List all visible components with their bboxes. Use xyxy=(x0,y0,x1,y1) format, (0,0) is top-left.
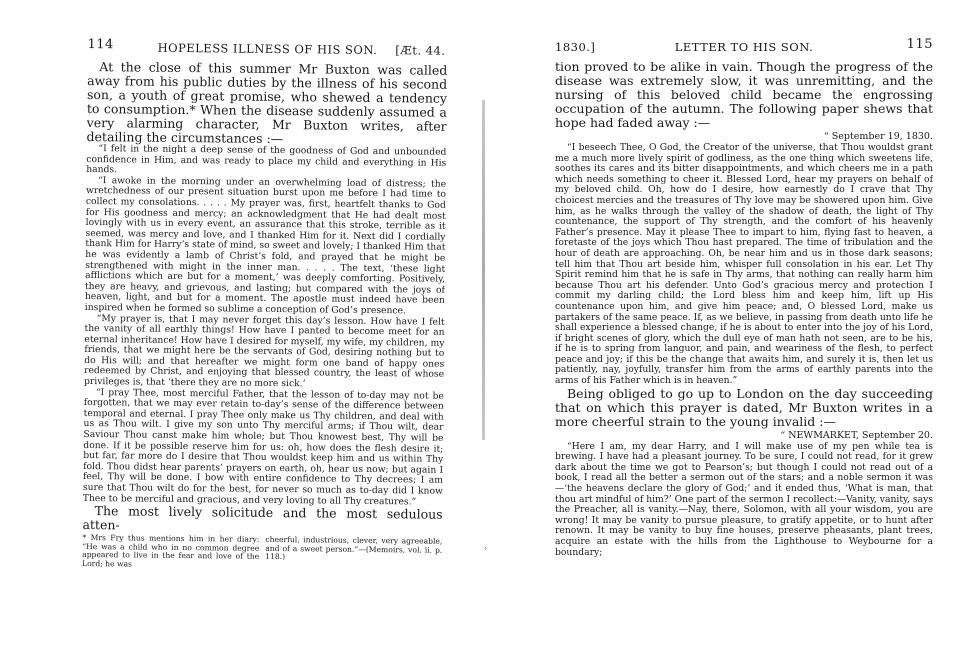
right-year-marker: 1830.] xyxy=(555,40,596,54)
right-prayer-paragraph: “I beseech Thee, O God, the Creator of the universe, that Thou wouldst grant me a much more lively spirit of godliness, as the one thing which sweetens life, soothes its cares and its bitter disappointments, and which cheers me in a path which needs something to cheer it. Blessed Lord, hear my prayers on behalf of my beloved child. Oh, how do I desire, how earnestly do I crave that Thy choicest mercies and the treasures of Thy love may be showered upon him. Give him, as he walks through the valley of the shadow of death, the light of Thy countenance, the support of Thy strength, and the comfort of his heavenly Father’s presence. May it please Thee to impart to him, flying fast to heaven, a foretaste of the joys which Thou hast prepared. The time of tribulation and the hour of death are approaching. Oh, be near him and us in those dark seasons; tell him that Thou art beside him, whisper full consolation in his ear. Let Thy Spirit remind him that he is safe in Thy arms, that nothing can really harm him because Thou art his defender. Unto God’s gracious mercy and protection I commit my darling child; the Lord bless him and keep him, lift up His countenance upon him, and give him peace; and, O blessed Lord, make us partakers of the same peace. If, as we believe, in passing from death unto life he shall experience a blessed change, if he is about to enter into the joy of his Lord, if bright scenes of glory, which the dull eye of man hath not seen, are to be his, if he is to spring from languor, and pain, and weariness of the flesh, to perfect peace and joy; if this be the change that awaits him, and surely it is, then let us patiently, nay, joyfully, transfer him from the arms of earthly parents into the arms of his Father which is in heaven.” xyxy=(555,142,933,387)
right-letter-paragraph: “Here I am, my dear Harry, and I will make use of my pen while tea is brewing. I have had a pleasant journey. To be sure, I could not read, for it grew dark about the time we got to Pearson’s; but though I could not read out of a book, I read all the better a sermon out of the stars; and a noble sermon it was—‘the heavens declare the glory of God;’ and it ended thus, ‘What is man, that thou art mindful of him?’ One part of the sermon I recollect:—Vanity, vanity, says the Preacher, all is vanity.—Nay, there, Solomon, with all your wisdom, you are wrong! It may be vanity to pursue pleasure, to gratify appetite, or to hunt after renown. It may be vanity to buy fine houses, preserve pheasants, plant trees, acquire an estate with the hills from the Lighthouse to Weybourne for a boundary; xyxy=(555,440,933,558)
footnote-column-right: cheerful, industrious, clever, very agreeable, and of a sweet person.”—(Memoirs, vol. ii. p. 118.) xyxy=(265,535,443,562)
right-page-number: 115 xyxy=(906,37,933,52)
gutter-mark: › xyxy=(484,544,488,553)
right-intro-paragraph: tion proved to be alike in vain. Though the progress of the disease was extremely slow, it was unremitting, and the nursing of this beloved child became the engrossing occupation of the autumn. The following paper shews that hope had faded away :— xyxy=(555,59,933,130)
left-footnote xyxy=(82,534,442,572)
footnote-column-left: * Mrs Fry thus mentions him in her diary: “He was a child who in no common degree appeared to live in the fear and love of the Lord; he was xyxy=(82,533,260,569)
left-intro-paragraph: At the close of this summer Mr Buxton was called away from his public duties by the illness of his second son, a youth of great promise, who shewed a tendency to consumption.* When the disease suddenly assumed a very alarming character, Mr Buxton writes, after detailing the circumstances :— xyxy=(86,59,448,147)
left-quote-paragraph-1: “I felt in the night a deep sense of the goodness of God and unbounded confidence in Him, and was ready to place my child and everything in His hands. xyxy=(86,143,447,176)
left-closing-line: The most lively solicitude and the most sedulous atten- xyxy=(82,503,443,533)
left-running-title: HOPELESS ILLNESS OF HIS SON. xyxy=(157,40,378,58)
right-page-body xyxy=(555,60,933,558)
left-page-number: 114 xyxy=(87,36,114,53)
left-page xyxy=(81,0,448,645)
left-age-marker: [Æt. 44. xyxy=(395,43,446,58)
left-quote-paragraph-3: “My prayer is, that I may never forget this day’s lesson. How have I felt the vanity of all earthly things! How have I panted to become meet for an eternal inheritance! How have I desired for myself, my wife, my children, my friends, that we might here be the servants of God, desiring nothing but to do His will; and that hereafter we might form one band of happy ones redeemed by Christ, and enjoying that blessed country, the least of whose privileges is, that ‘there they are no more sick.’ xyxy=(83,312,445,390)
left-quote-paragraph-4: “I pray Thee, most merciful Father, that the lesson of to-day may not be forgotten, that we may ever retain to-day’s sense of the difference between temporal and eternal. I pray Thee only make us Thy children, and deal with us as Thou wilt. I give my son unto Thy merciful arms; if Thou wilt, dear Saviour Thou canst make him whole; but Thou knowest best, Thy will be done. If it be possible reserve him for us: oh, how does the flesh desire it; but far, far more do I desire that Thou wouldst keep him and us within Thy fold. Thou didst hear parents’ prayers on earth, oh, hear us now; but again I feel, Thy will be done. I bow with entire confidence to Thy decrees; I am sure that Thou wilt do for the best, for never so much as to-day did I know Thee to be merciful and gracious, and very loving to all Thy creatures.” xyxy=(82,386,444,508)
right-middle-paragraph: Being obliged to go up to London on the day succeeding that on which this prayer is dated, Mr Buxton writes in a more cheerful strain to the young invalid :— xyxy=(555,385,933,429)
right-running-title: LETTER TO HIS SON. xyxy=(674,40,814,54)
book-gutter xyxy=(482,100,485,440)
right-page xyxy=(555,0,933,641)
left-page-header xyxy=(87,36,447,60)
right-page-header xyxy=(555,37,933,56)
left-quote-paragraph-2: “I awoke in the morning under an overwhelming load of distress; the wretchedness of our present situation burst upon me before I had time to collect my consolations. . . . . My prayer was, first, heartfelt thanks to God for His goodness and mercy; an acknowledgment that He had dealt most lovingly with us in every event, an assurance that this stroke, terrible as it seemed, was mercy and love, and I thanked Him for it. Next did I cordially thank Him for Harry’s state of mind, so sweet and lovely; I thanked Him that he was evidently a lamb of Christ’s fold, and prayed that he might be strengthened with might in the inner man. . . . . The text, ‘these light afflictions which are but for a moment,’ was deeply comforting. Positively, they are heavy, and grievous, and lasting; but compared with the joys of heaven, light, and but for a moment. The apostle must indeed have been inspired when he formed so sublime a conception of God’s presence. xyxy=(84,174,447,317)
left-page-body xyxy=(82,60,447,572)
date-line-newmarket: “ NEWMARKET, September 20. xyxy=(780,429,933,441)
date-line-september-19: “ September 19, 1830. xyxy=(823,131,933,142)
